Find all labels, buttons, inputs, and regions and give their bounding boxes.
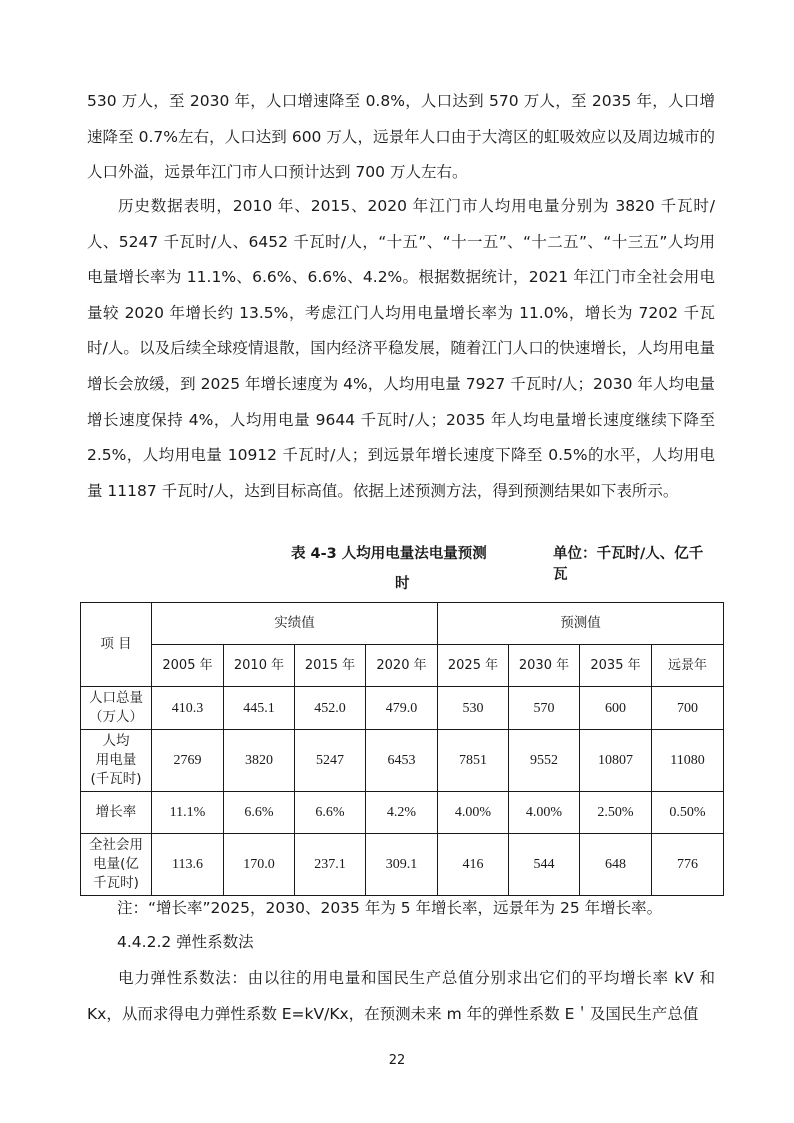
table-cell: 237.1 bbox=[295, 834, 366, 896]
actual-group-header: 实绩值 bbox=[152, 603, 438, 645]
table-cell: 700 bbox=[652, 687, 724, 730]
table-cell: 2769 bbox=[152, 730, 224, 792]
table-cell: 6453 bbox=[366, 730, 438, 792]
table-cell: 445.1 bbox=[224, 687, 295, 730]
table-cell: 3820 bbox=[224, 730, 295, 792]
row-label: 人口总量 （万人） bbox=[81, 687, 152, 730]
table-header-row bbox=[81, 603, 724, 645]
table-cell: 0.50% bbox=[652, 792, 724, 834]
table-cell: 309.1 bbox=[366, 834, 438, 896]
table-cell: 6.6% bbox=[224, 792, 295, 834]
forecast-table bbox=[80, 602, 724, 896]
table-cell: 530 bbox=[438, 687, 509, 730]
table-cell: 2.50% bbox=[580, 792, 652, 834]
table-cell: 600 bbox=[580, 687, 652, 730]
table-cell: 6.6% bbox=[295, 792, 366, 834]
year-header: 2015 年 bbox=[295, 645, 366, 687]
table-cell: 570 bbox=[509, 687, 580, 730]
table-cell: 7851 bbox=[438, 730, 509, 792]
table-cell: 410.3 bbox=[152, 687, 224, 730]
year-header: 2010 年 bbox=[224, 645, 295, 687]
table-title: 表 4-3 人均用电量法电量预测 bbox=[291, 546, 487, 562]
table-cell: 170.0 bbox=[224, 834, 295, 896]
table-cell: 10807 bbox=[580, 730, 652, 792]
table-cell: 4.00% bbox=[509, 792, 580, 834]
table-row bbox=[81, 792, 724, 834]
table-row bbox=[81, 834, 724, 896]
table-cell: 776 bbox=[652, 834, 724, 896]
table-note: 注：“增长率”2025，2030、2035 年为 5 年增长率，远景年为 25 年增长率。 bbox=[117, 899, 663, 917]
table-cell: 5247 bbox=[295, 730, 366, 792]
table-cell: 544 bbox=[509, 834, 580, 896]
year-header: 2020 年 bbox=[366, 645, 438, 687]
table-cell: 648 bbox=[580, 834, 652, 896]
table-cell: 479.0 bbox=[366, 687, 438, 730]
table-cell: 11.1% bbox=[152, 792, 224, 834]
paragraph-history-data: 历史数据表明，2010 年、2015、2020 年江门市人均用电量分别为 3820 千瓦时/人、5247 千瓦时/人、6452 千瓦时/人，“十五”、“十一五”、“十二五”、“十三五”人均用电量增长率为 11.1%、6.6%、6.6%、4.2%。根据数据统计，2021 年江门市全社会用电量较 2020 年增长约 13.5%，考虑江门人均用电量增长率为 11.0%，增长为 7202 千瓦时/人。以及后续全球疫情退散，国内经济平稳发展，随着江门人口的快速增长，人均用电量增长会放缓，到 2025 年增长速度为 4%，人均用电量 7927 千瓦时/人；2030 年人均电量增长速度保持 4%，人均用电量 9644 千瓦时/人；2035 年人均电量增长速度继续下降至 2.5%，人均用电量 10912 千瓦时/人；到远景年增长速度下降至 0.5%的水平，人均用电量 11187 千瓦时/人，达到目标高值。依据上述预测方法，得到预测结果如下表所示。 bbox=[87, 197, 715, 500]
row-label: 全社会用 电量(亿 千瓦时) bbox=[81, 834, 152, 896]
row-label: 人均 用电量 (千瓦时) bbox=[81, 730, 152, 792]
table-cell: 452.0 bbox=[295, 687, 366, 730]
row-label: 增长率 bbox=[81, 792, 152, 834]
year-header: 2005 年 bbox=[152, 645, 224, 687]
table-unit-continued: 时 bbox=[395, 576, 410, 592]
page-number: 22 bbox=[388, 1053, 406, 1068]
table-cell: 4.2% bbox=[366, 792, 438, 834]
forecast-group-header: 预测值 bbox=[438, 603, 724, 645]
year-header-row bbox=[81, 645, 724, 687]
table-cell: 113.6 bbox=[152, 834, 224, 896]
table-cell: 11080 bbox=[652, 730, 724, 792]
paragraph-population: 530 万人，至 2030 年，人口增速降至 0.8%，人口达到 570 万人，至 2035 年，人口增速降至 0.7%左右，人口达到 600 万人，远景年人口由于大湾区的虹吸效应以及周边城市的人口外溢，远景年江门市人口预计达到 700 万人左右。 bbox=[87, 92, 715, 182]
year-header: 2035 年 bbox=[580, 645, 652, 687]
year-header: 2025 年 bbox=[438, 645, 509, 687]
table-row bbox=[81, 687, 724, 730]
year-header: 2030 年 bbox=[509, 645, 580, 687]
section-heading: 4.4.2.2 弹性系数法 bbox=[117, 933, 254, 951]
table-cell: 9552 bbox=[509, 730, 580, 792]
item-header: 项 目 bbox=[81, 603, 152, 687]
table-row bbox=[81, 730, 724, 792]
year-header: 远景年 bbox=[652, 645, 724, 687]
table-cell: 4.00% bbox=[438, 792, 509, 834]
paragraph-elasticity: 电力弹性系数法：由以往的用电量和国民生产总值分别求出它们的平均增长率 kV 和 Kx，从而求得电力弹性系数 E=kV/Kx，在预测未来 m 年的弹性系数 E＇及国民生产总值 bbox=[87, 969, 715, 1023]
table-cell: 416 bbox=[438, 834, 509, 896]
table-unit: 单位：千瓦时/人、亿千瓦 bbox=[553, 546, 704, 583]
